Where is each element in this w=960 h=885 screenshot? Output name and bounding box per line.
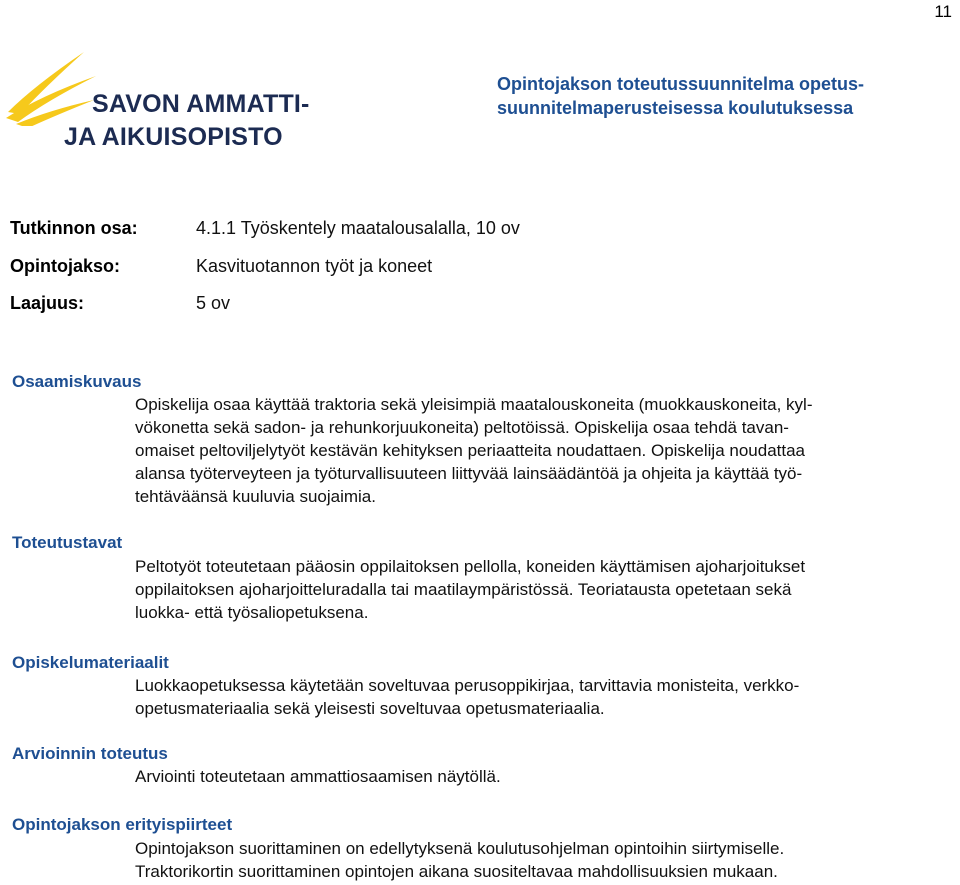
section-body-osaamiskuvaus [135, 393, 955, 508]
section-heading-erityispiirteet: Opintojakson erityispiirteet [12, 815, 233, 834]
laajuus-value: 5 ov [196, 293, 231, 313]
text-line: tehtäväänsä kuuluvia suojaimia. [135, 487, 376, 506]
section-body-erityispiirteet [135, 837, 955, 883]
page-number: 11 [934, 2, 952, 21]
text-line: Arviointi toteutetaan ammattiosaamisen näytöllä. [135, 767, 501, 786]
tutkinnon-osa-value: 4.1.1 Työskentely maatalousalalla, 10 ov [196, 218, 520, 238]
section-heading-toteutustavat: Toteutustavat [12, 533, 123, 552]
section-body-opiskelumateriaalit [135, 674, 955, 720]
swoosh-logo-icon [4, 46, 99, 126]
document-title-line1: Opintojakson toteutussuunnitelma opetus- [497, 74, 865, 94]
opintojakso-label: Opintojakso: [10, 256, 121, 276]
opintojakso-value: Kasvituotannon työt ja koneet [196, 256, 433, 276]
text-line: Peltotyöt toteutetaan pääosin oppilaitoksen pellolla, koneiden käyttämisen ajoharjoitukset [135, 557, 806, 576]
text-line: oppilaitoksen ajoharjoitteluradalla tai maatilaympäristössä. Teoriatausta opetetaan sekä [135, 580, 792, 599]
text-line: vökonetta sekä sadon- ja rehunkorjuukoneita) peltotöissä. Opiskelija osaa tehdä tavan- [135, 418, 789, 437]
section-body-arvioinnin-toteutus [135, 765, 955, 788]
savon-ammatti-logo [4, 46, 334, 158]
text-line: luokka- että työsaliopetuksena. [135, 603, 369, 622]
text-line: Opintojakson suorittaminen on edellytyksenä koulutusohjelman opintoihin siirtymiselle. [135, 839, 785, 858]
text-line: omaiset peltoviljelytyöt kestävän kehityksen periaatteita noudattaen. Opiskelija noudattaa [135, 441, 806, 460]
text-line: Opiskelija osaa käyttää traktoria sekä yleisimpiä maatalouskoneita (muokkauskoneita, kyl- [135, 395, 813, 414]
text-line: alansa työterveyteen ja työturvallisuuteen liittyvää lainsäädäntöä ja ohjeita ja käyttää työ- [135, 464, 803, 483]
logo-text-line1: SAVON AMMATTI- [92, 90, 310, 118]
section-heading-arvioinnin-toteutus: Arvioinnin toteutus [12, 744, 168, 763]
text-line: Traktorikortin suorittaminen opintojen aikana suositeltavaa mahdollisuuksien mukaan. [135, 862, 778, 881]
tutkinnon-osa-label: Tutkinnon osa: [10, 218, 138, 238]
section-body-toteutustavat [135, 555, 955, 624]
laajuus-label: Laajuus: [10, 293, 85, 313]
section-heading-osaamiskuvaus: Osaamiskuvaus [12, 372, 142, 391]
logo-text-line2: JA AIKUISOPISTO [64, 123, 283, 151]
document-title-line2: suunnitelmaperusteisessa koulutuksessa [497, 98, 854, 118]
section-heading-opiskelumateriaalit: Opiskelumateriaalit [12, 653, 169, 672]
document-title [497, 72, 917, 120]
text-line: opetusmateriaalia sekä yleisesti soveltuvaa opetusmateriaalia. [135, 699, 605, 718]
text-line: Luokkaopetuksessa käytetään soveltuvaa perusoppikirjaa, tarvittavia monisteita, verkko- [135, 676, 800, 695]
